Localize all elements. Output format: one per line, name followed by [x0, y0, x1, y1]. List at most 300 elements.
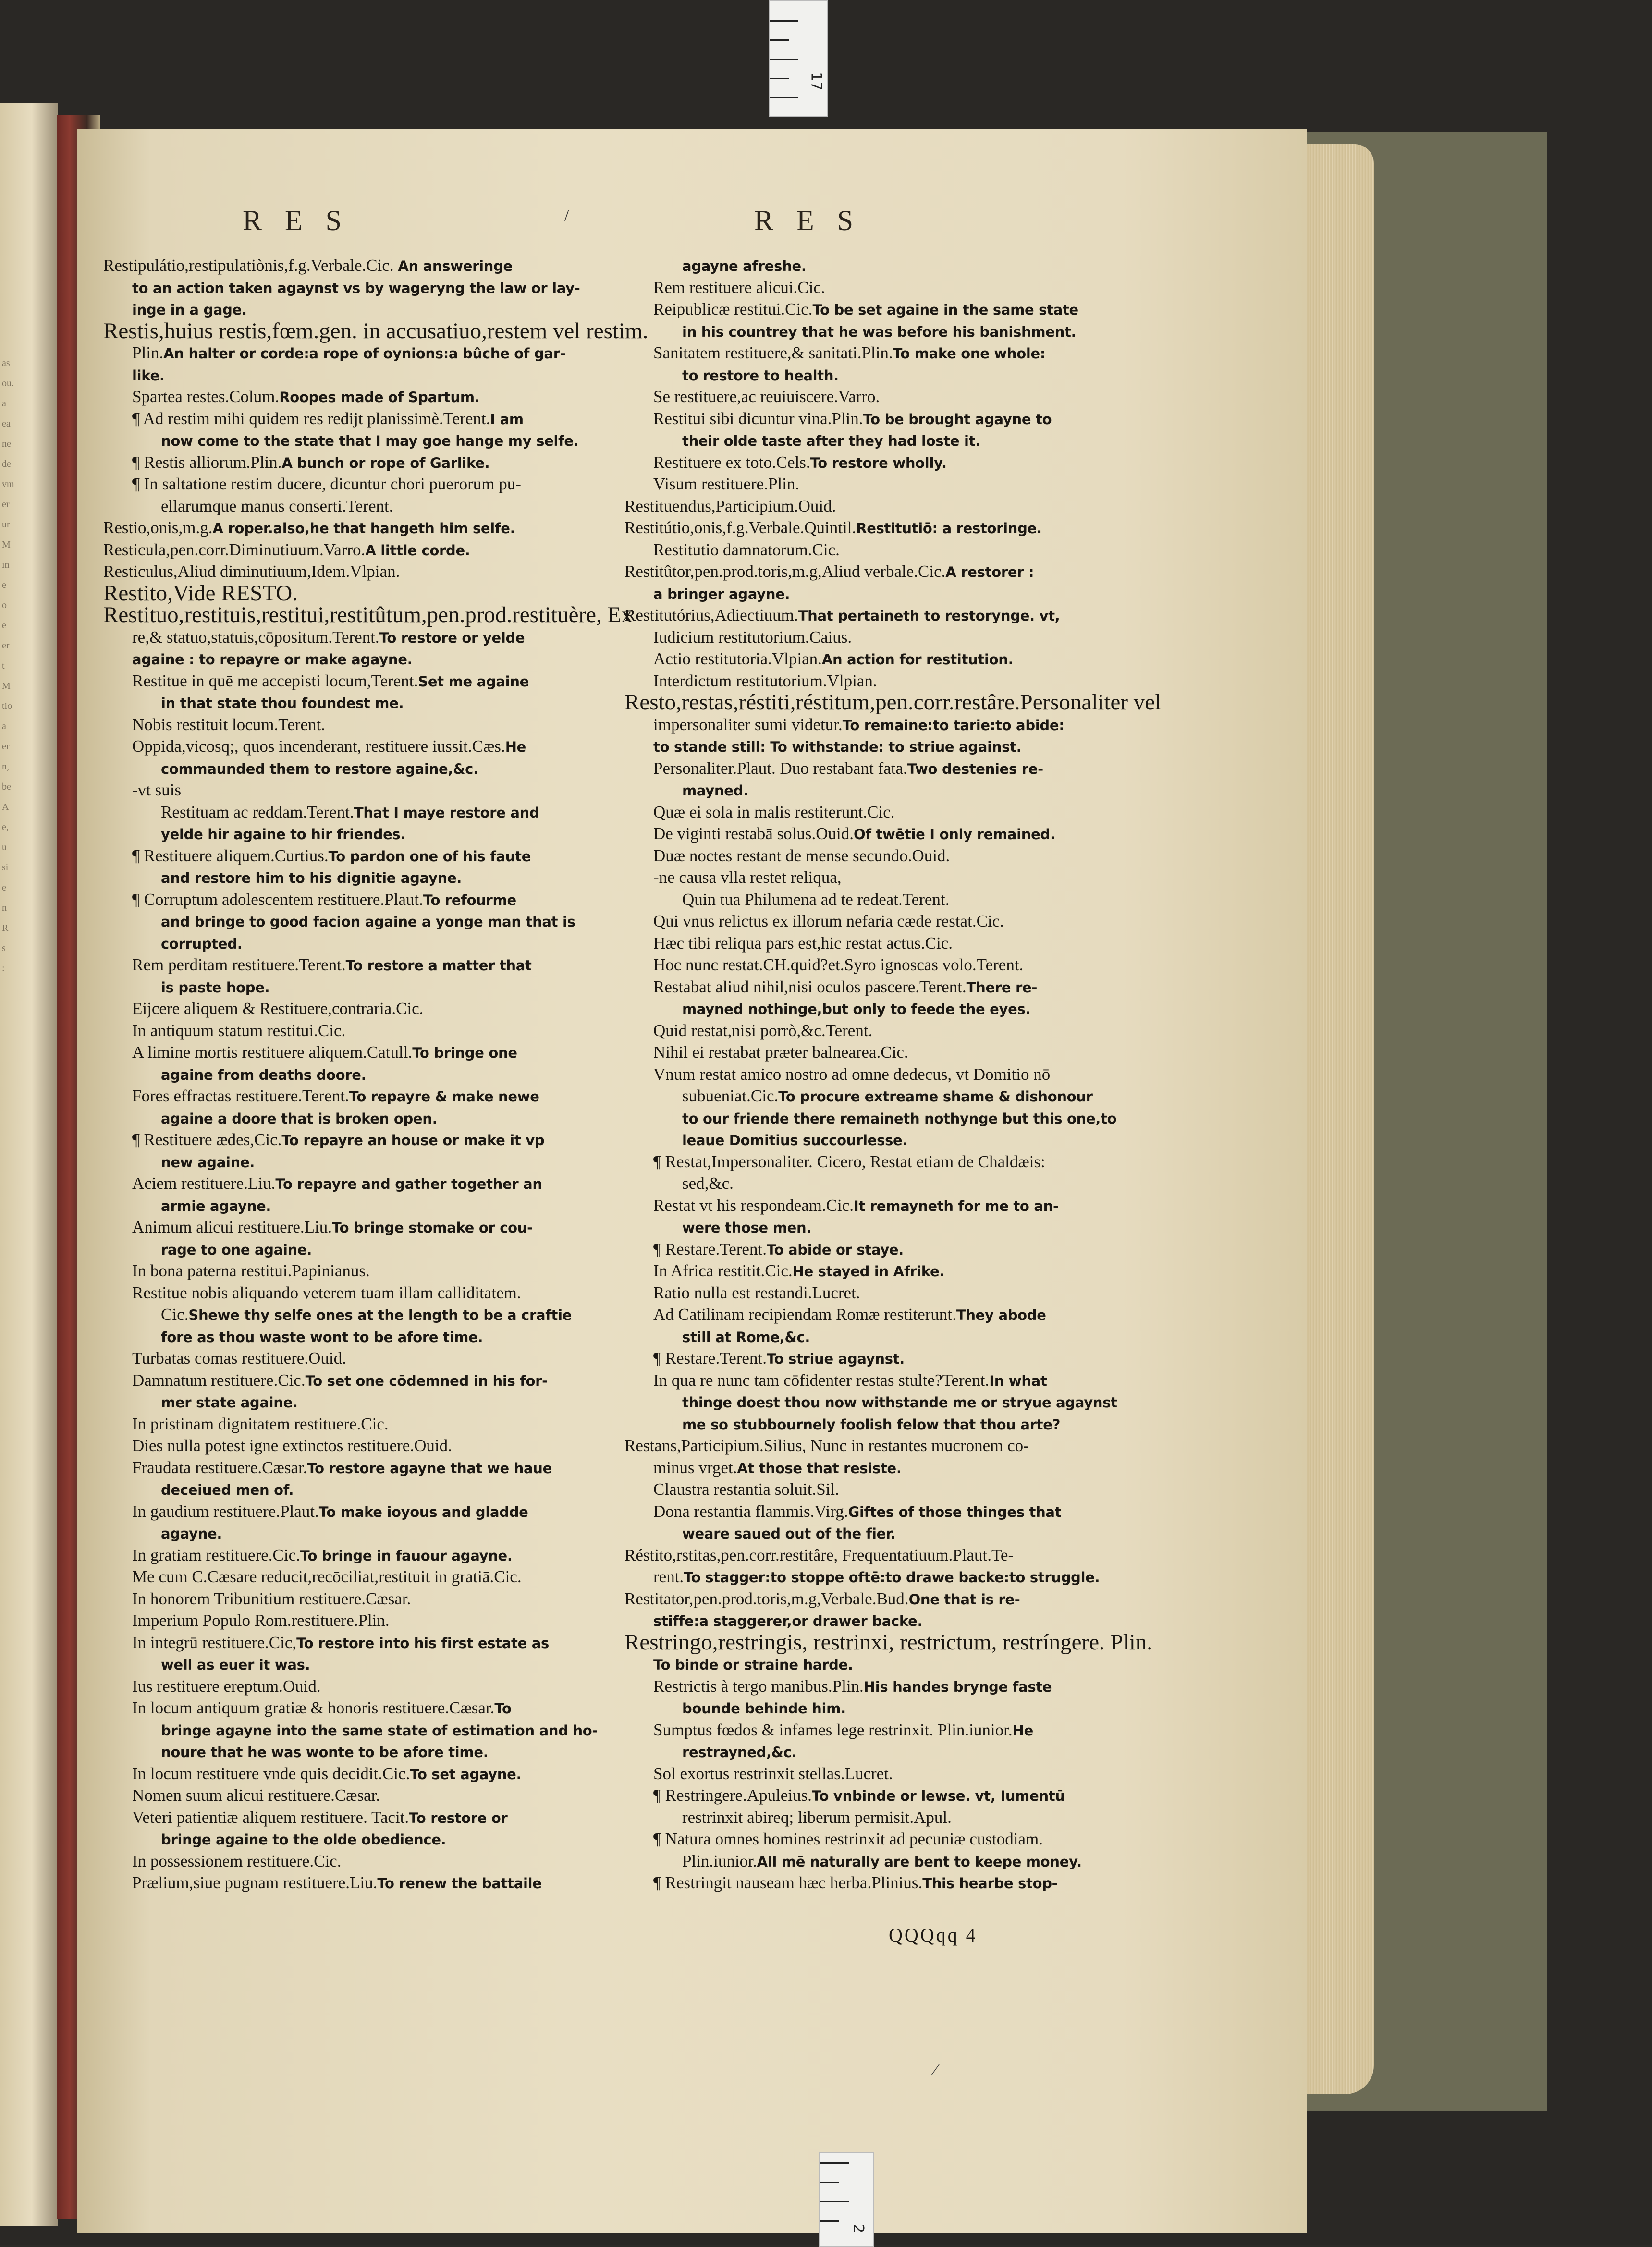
latin-text: In pristinam dignitatem restituere.Cic.: [132, 1414, 389, 1433]
entry-line: [103, 1107, 608, 1129]
latin-text: Sumptus fœdos & infames lege restrinxit. Plin.iunior.: [653, 1720, 1013, 1739]
english-gloss: in his countrey that he was before his banishment.: [682, 323, 1077, 340]
entry-line: [103, 473, 608, 495]
entry-line: [103, 867, 608, 889]
english-gloss: Roopes made of Spartum.: [279, 389, 480, 405]
english-gloss: They abode: [956, 1307, 1046, 1323]
english-gloss: commaunded them to restore againe,&c.: [161, 760, 478, 777]
latin-text: Dies nulla potest igne extinctos restituere.Ouid.: [132, 1436, 452, 1455]
english-gloss: agayne.: [161, 1526, 222, 1542]
latin-text: ¶ Restat,Impersonaliter. Cicero, Restat etiam de Chaldæis:: [653, 1152, 1045, 1171]
english-gloss: One that is re-: [908, 1591, 1020, 1608]
entry-line: [624, 1195, 1105, 1217]
ruler-number: 2: [850, 2223, 867, 2234]
latin-text: ¶ Corruptum adolescentem restituere.Plaut.: [132, 890, 423, 909]
latin-text: Veteri patientiæ aliquem restituere. Tacit.: [132, 1807, 409, 1827]
entry-line: [624, 364, 1105, 386]
latin-text: In gratiam restituere.Cic.: [132, 1545, 300, 1564]
entry-line: [624, 1304, 1105, 1326]
entry-line: [624, 1282, 1105, 1304]
latin-text: Restitútio,onis,f.g.Verbale.Quintil.: [624, 518, 857, 537]
entry-line: [624, 1085, 1105, 1107]
english-gloss: Set me againe: [418, 673, 529, 690]
entry-line: [103, 452, 608, 474]
latin-text: In gaudium restituere.Plaut.: [132, 1502, 319, 1521]
entry-line: [624, 932, 1105, 954]
entry-line: [103, 429, 608, 452]
entry-line: [103, 1085, 608, 1107]
entry-line: [103, 648, 608, 670]
latin-text: Eijcere aliquem & Restituere,contraria.Cic.: [132, 999, 424, 1018]
entry-line: [624, 735, 1105, 757]
entry-line: [103, 277, 608, 299]
latin-text: ¶ Restringere.Apuleius.: [653, 1786, 812, 1805]
latin-text: Restitue in quē me accepisti locum,Terent.: [132, 671, 418, 690]
entry-line: [103, 1216, 608, 1238]
entry-line: [624, 517, 1105, 539]
latin-text: Restituendus,Participium.Ouid.: [624, 496, 836, 515]
english-gloss: thinge doest thou now withstande me or stryue agaynst: [682, 1394, 1117, 1411]
entry-line: [624, 823, 1105, 845]
latin-text: -ne causa vlla restet reliqua,: [653, 868, 842, 887]
english-gloss: armie agayne.: [161, 1197, 271, 1214]
english-gloss: mayned nothinge,but only to feede the eyes.: [682, 1001, 1031, 1017]
running-head-right: RES: [754, 205, 877, 236]
entry-line: [624, 1653, 1105, 1675]
entry-line: [103, 1129, 608, 1151]
measuring-ruler-bottom: [819, 2152, 874, 2247]
english-gloss: A little corde.: [365, 542, 470, 559]
entry-line: [103, 1610, 608, 1632]
latin-text: Fores effractas restituere.Terent.: [132, 1087, 349, 1105]
english-gloss: now come to the state that I may goe hange my selfe.: [161, 433, 579, 449]
latin-text: Nomen suum alicui restituere.Cæsar.: [132, 1786, 380, 1805]
english-gloss: To abide or staye.: [766, 1241, 904, 1258]
entry-line: [624, 1369, 1105, 1392]
latin-text: Restat vt his respondeam.Cic.: [653, 1196, 854, 1215]
entry-line: [624, 298, 1105, 320]
entry-line: [624, 1719, 1105, 1741]
entry-line: [624, 1413, 1105, 1435]
running-head-left: RES: [243, 205, 365, 236]
entry-line: [103, 1347, 608, 1369]
english-gloss: were those men.: [682, 1220, 812, 1236]
entry-line: [103, 1544, 608, 1566]
entry-line: [103, 1522, 608, 1544]
latin-text: In qua re nunc tam cōfidenter restas stulte?Terent.: [653, 1370, 990, 1390]
entry-line: [103, 845, 608, 867]
entry-line: [624, 1107, 1117, 1129]
english-gloss: inge in a gage.: [132, 302, 247, 318]
entry-line: [624, 1807, 1105, 1829]
english-gloss: That pertaineth to restorynge. vt,: [798, 608, 1060, 624]
entry-line: [624, 801, 1105, 823]
latin-text: Réstito,rstitas,pen.corr.restitâre, Frequentatiuum.Plaut.Te-: [624, 1545, 1014, 1564]
latin-text: restrinxit abireq; liberum permisit.Apul.: [682, 1807, 952, 1827]
latin-text: In possessionem restituere.Cic.: [132, 1851, 342, 1870]
entry-line: [103, 976, 608, 998]
latin-text: Duæ noctes restant de mense secundo.Ouid.: [653, 846, 950, 865]
entry-line: [624, 386, 1105, 408]
entry-line: [624, 954, 1105, 976]
latin-text: Restabat aliud nihil,nisi oculos pascere.Terent.: [653, 977, 967, 996]
entry-line: [103, 1260, 608, 1282]
latin-text: ¶ Restis alliorum.Plin.: [132, 452, 282, 472]
english-gloss: To make one whole:: [893, 345, 1046, 362]
entry-line: [624, 539, 1105, 561]
ruler-tick: [770, 59, 798, 60]
latin-text: Ratio nulla est restandi.Lucret.: [653, 1283, 860, 1302]
english-gloss: their olde taste after they had loste it.: [682, 433, 980, 449]
english-gloss: fore as thou waste wont to be afore time.: [161, 1329, 483, 1345]
latin-text: Plin.: [132, 343, 164, 362]
latin-text: Se restituere,ac reuiuiscere.Varro.: [653, 387, 880, 406]
english-gloss: in that state thou foundest me.: [161, 695, 404, 711]
entry-line: [624, 1347, 1105, 1369]
latin-text: Interdictum restitutorium.Vlpian.: [653, 671, 877, 690]
english-gloss: That I maye restore and: [354, 804, 539, 821]
latin-text: ¶ In saltatione restim ducere, dicuntur chori puerorum pu-: [132, 475, 521, 493]
entry-line: [103, 735, 608, 757]
entry-line: [103, 823, 608, 845]
latin-text: Personaliter.Plaut. Duo restabant fata.: [653, 758, 907, 778]
entry-line: [624, 1544, 1105, 1566]
english-gloss: To repayre and gather together an: [275, 1176, 542, 1192]
entry-line: [624, 1020, 1105, 1042]
english-gloss: To set one cōdemned in his for-: [305, 1372, 548, 1389]
entry-line: [624, 910, 1105, 932]
entry-line: [624, 1041, 1105, 1063]
entry-line: [103, 1741, 608, 1763]
english-gloss: bringe againe to the olde obedience.: [161, 1832, 446, 1848]
english-gloss: In what: [989, 1372, 1047, 1389]
entry-line: [624, 1129, 1105, 1151]
entry-line: [103, 364, 608, 386]
entry-line: [624, 1151, 1105, 1173]
entry-line: [624, 779, 1105, 801]
english-gloss: noure that he was wonte to be afore time.: [161, 1744, 489, 1760]
english-gloss: It remayneth for me to an-: [854, 1197, 1059, 1214]
latin-text: Dona restantia flammis.Virg.: [653, 1502, 848, 1521]
english-gloss: to stande still: To withstande: to striue against.: [653, 739, 1022, 755]
latin-text: A limine mortis restituere aliquem.Catull.: [132, 1043, 413, 1062]
latin-text: sed,&c.: [682, 1174, 734, 1193]
english-gloss: To bringe stomake or cou-: [332, 1220, 533, 1236]
latin-text: Quæ ei sola in malis restiterunt.Cic.: [653, 802, 895, 821]
english-gloss: A roper.also,he that hangeth him selfe.: [212, 520, 515, 537]
latin-text: Iudicium restitutorium.Caius.: [653, 627, 852, 647]
english-gloss: To repayre & make newe: [349, 1088, 539, 1105]
latin-text: Restitûtor,pen.prod.toris,m.g,Aliud verbale.Cic.: [624, 562, 946, 581]
entry-line: [103, 1478, 608, 1501]
english-gloss: is paste hope.: [161, 979, 270, 996]
entry-line: [624, 495, 1105, 517]
facing-page-left: [0, 103, 58, 2226]
latin-text: Oppida,vicosq;, quos incenderant, restituere iussit.Cæs.: [132, 737, 505, 756]
english-gloss: To pardon one of his faute: [328, 848, 531, 865]
latin-text: Turbatas comas restituere.Ouid.: [132, 1349, 346, 1368]
latin-text: ¶ Restare.Terent.: [653, 1239, 767, 1258]
entry-line: [624, 1588, 1105, 1610]
latin-text: Vnum restat amico nostro ad omne dedecus, vt Domitio nō: [653, 1064, 1051, 1084]
latin-text: ¶ Restringit nauseam hæc herba.Plinius.: [653, 1873, 923, 1892]
entry-line: [624, 1501, 1105, 1523]
english-gloss: Two destenies re-: [907, 760, 1043, 777]
entry-line: [103, 1369, 608, 1392]
english-gloss: To restore into his first estate as: [296, 1635, 549, 1651]
entry-line: [624, 277, 1105, 299]
entry-line: [103, 318, 649, 343]
latin-text: impersonaliter sumi videtur.: [653, 715, 843, 734]
ruler-tick: [820, 2182, 839, 2183]
english-gloss: againe a doore that is broken open.: [161, 1110, 438, 1127]
latin-text: Restitui sibi dicuntur vina.Plin.: [653, 409, 863, 428]
english-gloss: Shewe thy selfe ones at the length to be a craftie: [188, 1307, 572, 1323]
english-gloss: To striue agaynst.: [766, 1351, 905, 1367]
english-gloss: weare saued out of the fier.: [682, 1526, 896, 1542]
english-gloss: deceiued men of.: [161, 1482, 294, 1498]
english-gloss: He stayed in Afrike.: [792, 1263, 945, 1280]
entry-line: [624, 342, 1105, 364]
entry-line: [624, 1457, 1105, 1479]
entry-line: [624, 1697, 1105, 1719]
entry-line: [103, 342, 608, 364]
entry-line: [624, 714, 1105, 736]
english-gloss: still at Rome,&c.: [682, 1329, 810, 1345]
entry-line: [103, 1195, 608, 1217]
entry-line: [624, 626, 1105, 648]
entry-line: [103, 1326, 608, 1348]
english-gloss: To be set againe in the same state: [812, 302, 1078, 318]
ruler-tick: [770, 20, 798, 22]
entry-line: [103, 1391, 608, 1413]
entry-line: [103, 757, 608, 780]
entry-line: [103, 1807, 608, 1829]
english-gloss: At those that resiste.: [737, 1460, 902, 1477]
entry-line: [103, 1413, 608, 1435]
latin-text: In antiquum statum restitui.Cic.: [132, 1021, 346, 1040]
latin-text: Damnatum restituere.Cic.: [132, 1370, 306, 1390]
entry-line: [103, 580, 608, 606]
english-gloss: a bringer agayne.: [653, 586, 790, 602]
entry-line: [103, 386, 608, 408]
entry-line: [103, 495, 608, 517]
latin-text: Restitator,pen.prod.toris,m.g,Verbale.Bud.: [624, 1589, 909, 1608]
english-gloss: new againe.: [161, 1154, 255, 1171]
latin-text: Rem restituere alicui.Cic.: [653, 278, 825, 297]
latin-text: ¶ Restituere ædes,Cic.: [132, 1130, 282, 1149]
ruler-tick: [820, 2220, 839, 2222]
english-gloss: To restore agayne that we haue: [307, 1460, 552, 1477]
entry-line: [624, 1435, 1105, 1457]
english-gloss: To bringe one: [412, 1045, 517, 1061]
entry-line: [624, 473, 1105, 495]
english-gloss: restrayned,&c.: [682, 1744, 797, 1760]
entry-line: [624, 1784, 1105, 1807]
latin-text: ¶ Natura omnes homines restrinxit ad pecuniæ custodiam.: [653, 1830, 1043, 1848]
english-gloss: To restore a matter that: [345, 957, 532, 974]
english-gloss: To refourme: [423, 891, 516, 908]
english-gloss: An halter or corde:a rope of oynions:a bûche of gar-: [163, 345, 566, 362]
entry-line: [103, 932, 608, 954]
english-gloss: This hearbe stop-: [922, 1875, 1058, 1892]
entry-line: [103, 1763, 608, 1785]
entry-line: [103, 1501, 608, 1523]
latin-text: Sol exortus restrinxit stellas.Lucret.: [653, 1764, 893, 1783]
entry-line: [624, 998, 1105, 1020]
ruler-tick: [770, 97, 798, 98]
english-gloss: To vnbinde or lewse. vt, Iumentū: [811, 1788, 1065, 1804]
english-gloss: and restore him to his dignitie agayne.: [161, 870, 462, 886]
entry-line: [103, 1784, 608, 1807]
entry-line: [624, 1238, 1105, 1260]
english-gloss: To restore or yelde: [379, 629, 525, 646]
entry-line: [103, 1632, 608, 1654]
latin-text: ellarumque manus conserti.Terent.: [161, 496, 393, 515]
entry-line: [624, 1741, 1105, 1763]
latin-text: Restitue nobis aliquando veterem tuam illam calliditatem.: [132, 1283, 521, 1302]
latin-text: ¶ Restare.Terent.: [653, 1349, 767, 1368]
latin-text: subueniat.Cic.: [682, 1087, 779, 1105]
english-gloss: leaue Domitius succourlesse.: [682, 1132, 908, 1148]
latin-text: Restituo,restituis,restitui,restitûtum,pen.prod.restituère, Ex: [103, 602, 633, 627]
entry-line: [624, 255, 1105, 277]
latin-text: ¶ Ad restim mihi quidem res redijt planissimè.Terent.: [132, 409, 490, 428]
english-gloss: Of twētie I only remained.: [854, 826, 1055, 843]
entry-line: [624, 1850, 1105, 1872]
latin-text: De viginti restabā solus.Ouid.: [653, 824, 854, 843]
english-gloss: To renew the battaile: [377, 1875, 542, 1892]
entry-line: [103, 1282, 608, 1304]
english-gloss: An action for restitution.: [821, 651, 1014, 668]
dictionary-column-left: [103, 255, 649, 1894]
english-gloss: He: [505, 739, 526, 755]
left-page-fragments: as ou. a ea ne de vm er ur M in e o e er t M tio a er n, be A e, u si e n R s :: [2, 358, 14, 974]
entry-line: [103, 1719, 608, 1741]
english-gloss: rage to one againe.: [161, 1241, 312, 1258]
latin-text: Quin tua Philumena ad te redeat.Terent.: [682, 890, 950, 909]
entry-line: [624, 1326, 1105, 1348]
entry-line: [624, 1260, 1105, 1282]
english-gloss: and bringe to good facion againe a yonge man that is: [161, 914, 575, 930]
latin-text: Rem perditam restituere.Terent.: [132, 955, 346, 974]
measuring-ruler-top: [769, 0, 828, 117]
latin-text: Me cum C.Cæsare reducit,recōciliat,restituit in gratiā.Cic.: [132, 1567, 522, 1586]
english-gloss: to an action taken agaynst vs by wageryng the law or lay-: [132, 280, 580, 296]
english-gloss: To restore wholly.: [810, 454, 947, 471]
entry-line: [624, 1872, 1105, 1894]
latin-text: Quid restat,nisi porrò,&c.Terent.: [653, 1021, 873, 1040]
english-gloss: Restitutiō: a restoringe.: [856, 520, 1042, 537]
stray-mark: ∕: [934, 2061, 937, 2078]
english-gloss: like.: [132, 367, 165, 384]
entry-line: [103, 801, 608, 823]
latin-text: Resto,restas,réstiti,réstitum,pen.corr.restâre.Personaliter vel: [624, 690, 1162, 715]
latin-text: Qui vnus relictus ex illorum nefaria cæde restat.Cic.: [653, 912, 1004, 930]
entry-line: [624, 1172, 1105, 1195]
entry-line: [624, 1063, 1105, 1086]
entry-line: [624, 1566, 1105, 1588]
ruler-tick: [770, 78, 789, 79]
english-gloss: agayne afreshe.: [682, 258, 807, 274]
entry-line: [624, 1216, 1105, 1238]
latin-text: Resticula,pen.corr.Diminutiuum.Varro.: [103, 540, 366, 559]
english-gloss: I am: [490, 411, 524, 427]
latin-text: Animum alicui restituere.Liu.: [132, 1218, 332, 1236]
english-gloss: mayned.: [682, 782, 748, 799]
latin-text: Fraudata restituere.Cæsar.: [132, 1458, 307, 1477]
ruler-tick: [820, 2162, 849, 2164]
entry-line: [103, 998, 608, 1020]
latin-text: Reipublicæ restitui.Cic.: [653, 300, 813, 318]
entry-line: [103, 517, 608, 539]
latin-text: Nihil ei restabat præter balnearea.Cic.: [653, 1043, 908, 1062]
english-gloss: To: [494, 1700, 512, 1717]
entry-line: [103, 1653, 608, 1675]
latin-text: In integrū restituere.Cic,: [132, 1633, 297, 1652]
entry-line: [103, 1457, 608, 1479]
entry-line: [624, 1675, 1105, 1697]
entry-line: [103, 910, 608, 932]
entry-line: [103, 1697, 608, 1719]
english-gloss: againe : to repayre or make agayne.: [132, 651, 413, 668]
entry-line: [624, 845, 1105, 867]
english-gloss: To be brought agayne to: [863, 411, 1052, 427]
entry-line: [103, 692, 608, 714]
latin-text: Hoc nunc restat.CH.quid?et.Syro ignoscas volo.Terent.: [653, 955, 1024, 974]
entry-line: [103, 1238, 608, 1260]
latin-text: Hæc tibi reliqua pars est,hic restat actus.Cic.: [653, 933, 953, 953]
entry-line: [624, 1478, 1105, 1501]
entry-line: [624, 1610, 1105, 1632]
entry-line: [103, 1566, 608, 1588]
entry-line: [103, 298, 608, 320]
latin-text: re,& statuo,statuis,cōpositum.Terent.: [132, 627, 379, 647]
entry-line: [624, 320, 1105, 342]
english-gloss: All mē naturally are bent to keepe money.: [757, 1853, 1082, 1870]
latin-text: Prælium,siue pugnam restituere.Liu.: [132, 1873, 378, 1892]
signature-mark: QQQqq 4: [889, 1924, 978, 1946]
latin-text: -vt suis: [132, 781, 182, 799]
ruler-tick: [820, 2201, 849, 2202]
latin-text: Restituam ac reddam.Terent.: [161, 802, 354, 821]
english-gloss: corrupted.: [161, 935, 243, 952]
entry-line: [103, 1872, 608, 1894]
latin-text: rent.: [653, 1567, 684, 1586]
entry-line: [103, 1435, 608, 1457]
latin-text: Restito,Vide RESTO.: [103, 580, 298, 606]
english-gloss: bringe agayne into the same state of estimation and ho-: [161, 1722, 598, 1739]
latin-text: Restituere ex toto.Cels.: [653, 452, 810, 472]
entry-line: [103, 1828, 608, 1850]
entry-line: [103, 1172, 608, 1195]
stray-mark: /: [564, 207, 569, 224]
latin-text: Restipulátio,restipulatiònis,f.g.Verbale.Cic.: [103, 256, 398, 275]
english-gloss: His handes brynge faste: [863, 1678, 1052, 1695]
entry-line: [103, 561, 608, 583]
english-gloss: To binde or straine harde.: [653, 1657, 853, 1673]
latin-text: Aciem restituere.Liu.: [132, 1174, 276, 1193]
entry-line: [624, 1629, 1153, 1655]
latin-text: Claustra restantia soluit.Sil.: [653, 1480, 839, 1499]
english-gloss: A bunch or rope of Garlike.: [281, 454, 490, 471]
entry-line: [103, 1041, 608, 1063]
latin-text: Imperium Populo Rom.restituere.Plin.: [132, 1611, 390, 1630]
entry-line: [624, 757, 1105, 780]
latin-text: In bona paterna restitui.Papinianus.: [132, 1261, 370, 1280]
english-gloss: well as euer it was.: [161, 1657, 310, 1673]
entry-line: [624, 690, 1162, 715]
